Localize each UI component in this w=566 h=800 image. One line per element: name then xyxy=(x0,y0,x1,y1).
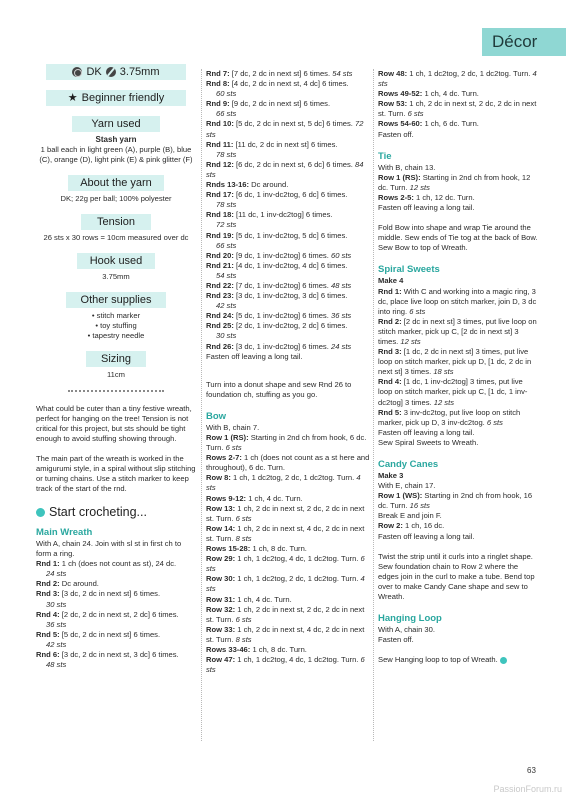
wreath-finish: Turn into a donut shape and sew Rnd 26 to foundation ch, stuffing as you go. xyxy=(206,379,352,399)
instruction-line xyxy=(206,321,372,331)
main-wreath-title: Main Wreath xyxy=(36,527,93,538)
yarn-used-body xyxy=(36,135,196,165)
stitch-count: 12 sts xyxy=(400,336,421,346)
instruction-text: 3 inv-dc2tog, put live loop on stitch marker, pick up D, 3 inv-dc2tog. xyxy=(378,407,521,427)
candy-finish: Twist the strip until it curls into a ringlet shape. Sew foundation chain to Row 2 where the edges join in the curl to make a tube. Bend top over to make Candy Cane shape and sew to Wreath. xyxy=(378,551,535,602)
instruction-text: [11 dc, 2 dc in next st] 6 times. xyxy=(235,139,338,149)
instruction-label: Row 29: xyxy=(206,554,236,564)
yarn-colours: 1 ball each in light green (A), purple (B), blue (C), orange (D), light pink (E) & pink glitter (F) xyxy=(39,145,193,164)
intro-paragraph: What could be cuter than a tiny festive wreath, perfect for hanging on the tree! Tension is not critical for this project, but sts should be tight enough to avoid stuffing showing through. xyxy=(36,404,192,443)
tie-fasten: Fasten off leaving a long tail. xyxy=(378,203,475,213)
instruction-label: Row 1 (RS): xyxy=(206,433,249,442)
hanging-fasten: Fasten off. xyxy=(378,635,414,645)
divider xyxy=(68,390,164,392)
instruction-text: [5 dc, 1 inv-dc2tog] 6 times. xyxy=(235,311,329,321)
spiral-fasten: Fasten off leaving a long tail. xyxy=(378,427,475,437)
bow-fasten: Fasten off. xyxy=(378,129,414,139)
instruction-line xyxy=(206,99,372,109)
instruction-text: 1 ch, 1 dc2tog, 2 dc, 1 dc2tog. Turn. xyxy=(233,473,355,483)
stitch-count: 54 sts xyxy=(216,270,237,280)
stitch-count: 16 sts xyxy=(409,501,430,511)
hanging-intro: With A, chain 30. xyxy=(378,625,435,635)
stitch-count: 30 sts xyxy=(46,599,67,609)
instruction-label: Row 48: xyxy=(378,69,408,78)
stitch-count: 66 sts xyxy=(216,240,237,250)
left-column xyxy=(36,64,196,670)
instruction-label: Row 13: xyxy=(206,503,236,513)
instruction-label: Rnd 24: xyxy=(206,311,234,321)
middle-column xyxy=(206,69,372,675)
instruction-line xyxy=(206,291,372,301)
wreath-rounds-left xyxy=(36,559,196,670)
instruction-line xyxy=(206,645,372,655)
yarn-weight: DK xyxy=(86,66,102,78)
instruction-label: Rnd 5: xyxy=(378,407,402,417)
instruction-label: Rnd 3: xyxy=(378,347,402,357)
instruction-text: 1 ch, 2 dc in next st, 4 dc, 2 dc in next st. Turn. xyxy=(206,624,365,644)
sizing-body: 11cm xyxy=(106,370,125,379)
instruction-line xyxy=(378,377,538,407)
instruction-label: Row 14: xyxy=(206,523,236,533)
instruction-line xyxy=(36,650,196,660)
yarn-ball-icon xyxy=(72,67,82,77)
instruction-line xyxy=(206,281,372,291)
supplies-list xyxy=(36,311,196,341)
instruction-label: Row 2: xyxy=(378,521,403,531)
intro-paragraph: The main part of the wreath is worked in the amigurumi style, in a spiral without slip stitching or turning chains. Use a stitch marker to keep track of the start of the rnd. xyxy=(36,454,196,493)
instruction-text: Dc around. xyxy=(251,180,289,190)
instruction-text: 1 ch, 2 dc in next st, 2 dc, 2 dc in next st. Turn. xyxy=(206,503,365,523)
instruction-line xyxy=(378,69,538,89)
instruction-line xyxy=(378,408,538,428)
about-body: DK; 22g per ball; 100% polyester xyxy=(60,194,172,203)
tie-rows xyxy=(378,173,538,203)
instruction-label: Rnd 12: xyxy=(206,159,234,169)
instruction-line xyxy=(206,433,372,453)
instruction-text: [2 dc, 1 inv-dc2tog, 2 dc] 6 times. xyxy=(235,321,348,331)
instruction-text: 1 ch, 2 dc in next st, 2 dc, 2 dc in next st. Turn. xyxy=(378,99,537,119)
instruction-text: 1 ch, 4 dc. Turn. xyxy=(237,594,292,604)
stitch-count: 42 sts xyxy=(216,301,237,311)
stitch-count: 6 sts xyxy=(235,614,252,624)
instruction-line xyxy=(206,251,372,261)
instruction-label: Row 32: xyxy=(206,604,236,614)
instruction-text: [7 dc, 2 dc in next st] 6 times. xyxy=(231,69,331,78)
instruction-line xyxy=(378,491,538,511)
instruction-line xyxy=(206,605,372,625)
stitch-count: 6 sts xyxy=(206,655,365,675)
stitch-count: 12 sts xyxy=(433,397,454,407)
candy-title: Candy Canes xyxy=(378,459,439,470)
instruction-text: [2 dc, 2 dc in next st, 2 dc] 6 times. xyxy=(61,609,179,619)
instruction-label: Rnds 13-16: xyxy=(206,180,250,190)
instruction-label: Row 47: xyxy=(206,655,236,665)
instruction-line xyxy=(206,311,372,321)
instruction-label: Row 1 (RS): xyxy=(378,172,421,182)
instruction-label: Rnd 1: xyxy=(378,286,402,296)
instruction-label: Rnd 11: xyxy=(206,139,234,149)
instruction-text: 1 ch, 2 dc in next st, 2 dc, 2 dc in next st. Turn. xyxy=(206,604,365,624)
instruction-label: Rnd 3: xyxy=(36,589,60,599)
hook-size: 3.75mm xyxy=(119,66,160,78)
instruction-line xyxy=(206,180,372,190)
stitch-count: 4 sts xyxy=(206,574,365,594)
instruction-text: [9 dc, 2 dc in next st] 6 times. xyxy=(231,99,331,109)
instruction-label: Rows 2-5: xyxy=(378,192,414,202)
instruction-label: Row 8: xyxy=(206,473,231,483)
stitch-count: 36 sts xyxy=(330,311,352,321)
bow-title: Bow xyxy=(206,410,227,422)
instruction-line xyxy=(206,231,372,241)
instruction-label: Rows 33-46: xyxy=(206,644,251,654)
instruction-label: Rnd 17: xyxy=(206,190,234,200)
yarn-hook-spec xyxy=(46,64,186,80)
stitch-count: 66 sts xyxy=(216,109,237,119)
bow-rows xyxy=(206,433,372,675)
instruction-line xyxy=(206,494,372,504)
candy-break: Break E and join F. xyxy=(378,511,442,521)
instruction-label: Rnd 22: xyxy=(206,280,234,290)
spiral-make: Make 4 xyxy=(378,276,404,286)
instruction-line xyxy=(36,579,196,589)
about-heading: About the yarn xyxy=(68,175,164,191)
instruction-label: Rnd 23: xyxy=(206,291,234,301)
hook-body: 3.75mm xyxy=(102,272,130,281)
instruction-label: Row 53: xyxy=(378,99,408,109)
dot-icon xyxy=(36,508,45,517)
instruction-line xyxy=(206,453,372,473)
yarn-brand: Stash yarn xyxy=(95,135,137,144)
instruction-label: Rows 15-28: xyxy=(206,544,251,554)
stitch-count: 6 sts xyxy=(407,109,424,119)
instruction-line xyxy=(378,173,538,193)
instruction-text: Starting in 2nd ch from hook, 16 dc. Turn. xyxy=(378,491,533,511)
instruction-text: [2 dc in next st] 3 times, put live loop on stitch marker, pick up C, [2 dc in next st] 3 times. xyxy=(378,316,537,346)
instruction-line xyxy=(378,99,538,119)
instruction-line xyxy=(378,317,538,347)
instruction-label: Row 30: xyxy=(206,574,236,584)
instruction-text: 1 ch, 8 dc. Turn. xyxy=(252,544,307,554)
stitch-count: 24 sts xyxy=(330,341,352,351)
instruction-label: Rnd 19: xyxy=(206,230,234,240)
instruction-line xyxy=(206,544,372,554)
stitch-count: 6 sts xyxy=(486,417,503,427)
instruction-label: Row 1 (WS): xyxy=(378,491,423,501)
instruction-text: [4 dc, 1 inv-dc2tog, 4 dc] 6 times. xyxy=(235,260,348,270)
instruction-text: 1 ch, 4 dc. Turn. xyxy=(248,493,303,503)
stitch-count: 24 sts xyxy=(46,569,67,579)
instruction-label: Row 31: xyxy=(206,594,236,604)
instruction-text: [5 dc, 2 dc in next st] 6 times. xyxy=(61,629,161,639)
instruction-text: 1 ch (does not count as st), 24 dc. xyxy=(61,559,177,569)
stitch-count: 6 sts xyxy=(235,513,252,523)
instruction-text: 1 ch, 8 dc. Turn. xyxy=(252,644,307,654)
tension-heading: Tension xyxy=(81,214,151,230)
stitch-count: 48 sts xyxy=(46,660,67,670)
instruction-text: Starting in 2nd ch from hook, 12 dc. Turn. xyxy=(378,172,531,192)
stitch-count: 4 sts xyxy=(206,473,361,493)
instruction-text: 1 ch, 16 dc. xyxy=(405,521,445,531)
column-divider xyxy=(201,69,202,741)
instruction-label: Rows 9-12: xyxy=(206,493,247,503)
supplies-heading: Other supplies xyxy=(66,292,166,308)
instruction-label: Rows 54-60: xyxy=(378,119,423,129)
section-tab xyxy=(482,28,566,56)
start-title: Start crocheting... xyxy=(49,505,147,519)
instruction-line xyxy=(206,79,372,89)
stitch-count: 6 sts xyxy=(225,443,242,453)
instruction-label: Rnd 5: xyxy=(36,629,60,639)
instruction-label: Rnd 26: xyxy=(206,341,234,351)
instruction-label: Rnd 2: xyxy=(36,579,60,589)
instruction-line xyxy=(206,524,372,544)
bow-rows-continued xyxy=(378,69,538,130)
instruction-text: [3 dc, 2 dc in next st, 3 dc] 6 times. xyxy=(61,650,179,660)
bow-intro: With B, chain 7. xyxy=(206,422,260,432)
instruction-label: Rnd 6: xyxy=(36,650,60,660)
stitch-count: 4 sts xyxy=(378,69,537,89)
stitch-count: 54 sts xyxy=(332,69,353,78)
instruction-label: Rows 49-52: xyxy=(378,89,423,99)
tie-intro: With B, chain 13. xyxy=(378,162,436,172)
candy-rows xyxy=(378,491,538,511)
instruction-text: 1 ch, 2 dc in next st, 4 dc, 2 dc in next st. Turn. xyxy=(206,523,365,543)
end-mark-icon xyxy=(500,657,507,664)
instruction-line xyxy=(206,342,372,352)
instruction-line xyxy=(36,589,196,599)
instruction-line xyxy=(206,655,372,675)
candy-fasten: Fasten off leaving a long tail. xyxy=(378,531,475,541)
instruction-text: [11 dc, 1 inv-dc2tog] 6 times. xyxy=(235,210,333,220)
instruction-line xyxy=(206,69,372,79)
instruction-text: [4 dc, 2 dc in next st, 4 dc] 6 times. xyxy=(231,79,349,89)
instruction-line xyxy=(378,521,538,531)
right-column xyxy=(378,69,538,665)
instruction-label: Rnd 8: xyxy=(206,79,230,89)
candy-intro: With E, chain 17. xyxy=(378,481,436,491)
supply-item: • stitch marker xyxy=(91,311,141,320)
instruction-label: Rnd 4: xyxy=(36,609,60,619)
instruction-text: Starting in 2nd ch from hook, 6 dc. Turn. xyxy=(206,433,367,453)
section-title: Décor xyxy=(492,32,538,51)
instruction-text: [1 dc, 1 inv-dc2tog] 3 times, put live loop on stitch marker, pick up C, [1 dc, 1 inv-dc2tog] 3 times. xyxy=(378,377,528,407)
instruction-label: Rnd 7: xyxy=(206,69,230,78)
spiral-finish: Sew Spiral Sweets to Wreath. xyxy=(378,437,479,447)
candy-rows-2 xyxy=(378,521,538,531)
tension-body: 26 sts x 30 rows = 10cm measured over dc xyxy=(43,233,189,242)
instruction-line xyxy=(206,473,372,493)
stitch-count: 72 sts xyxy=(216,220,237,230)
instruction-line xyxy=(36,559,196,569)
stitch-count: 30 sts xyxy=(216,331,237,341)
instruction-line xyxy=(206,625,372,645)
spiral-rows xyxy=(378,287,538,428)
stitch-count: 72 sts xyxy=(206,119,364,139)
instruction-line xyxy=(206,190,372,200)
instruction-line xyxy=(378,193,538,203)
stitch-count: 84 sts xyxy=(206,159,364,179)
instruction-text: [7 dc, 1 inv-dc2tog] 6 times. xyxy=(235,280,329,290)
stitch-count: 8 sts xyxy=(235,634,252,644)
instruction-line xyxy=(206,140,372,150)
instruction-text: [3 dc, 2 dc in next st] 6 times. xyxy=(61,589,161,599)
instruction-text: Dc around. xyxy=(61,579,99,589)
instruction-text: [3 dc, 1 inv-dc2tog] 6 times. xyxy=(235,341,329,351)
instruction-label: Rows 2-7: xyxy=(206,453,242,463)
instruction-text: 1 ch, 4 dc. Turn. xyxy=(424,89,479,99)
hook-heading: Hook used xyxy=(77,253,155,269)
instruction-line xyxy=(206,261,372,271)
instruction-label: Rnd 1: xyxy=(36,559,60,569)
instruction-line xyxy=(206,119,372,139)
instruction-line xyxy=(206,160,372,180)
instruction-line xyxy=(378,89,538,99)
instruction-label: Rnd 4: xyxy=(378,377,402,387)
column-divider xyxy=(373,69,374,741)
instruction-text: 1 ch, 1 dc2tog, 4 dc, 1 dc2tog. Turn. xyxy=(237,655,359,665)
instruction-label: Row 33: xyxy=(206,624,236,634)
instruction-label: Rnd 2: xyxy=(378,316,402,326)
stitch-count: 48 sts xyxy=(330,280,352,290)
instruction-text: [3 dc, 1 inv-dc2tog, 3 dc] 6 times. xyxy=(235,291,348,301)
stitch-count: 12 sts xyxy=(409,182,430,192)
page-number: 63 xyxy=(527,766,536,775)
instruction-text: [5 dc, 1 inv-dc2tog, 5 dc] 6 times. xyxy=(235,230,348,240)
instruction-line xyxy=(378,347,538,377)
sizing-heading: Sizing xyxy=(86,351,146,367)
intro-text xyxy=(36,404,196,494)
stitch-count: 6 sts xyxy=(206,554,365,574)
stitch-count: 60 sts xyxy=(216,89,237,99)
hanging-finish-text: Sew Hanging loop to top of Wreath. xyxy=(378,655,498,665)
stitch-count: 18 sts xyxy=(433,367,454,377)
wreath-fasten: Fasten off leaving a long tail. xyxy=(206,351,303,361)
instruction-label: Rnd 18: xyxy=(206,210,234,220)
skill-label: Beginner friendly xyxy=(81,92,165,104)
instruction-text: [1 dc, 2 dc in next st] 3 times, put live loop on stitch marker, pick up D, [1 dc, 2 dc in next st] 3 times. xyxy=(378,347,532,377)
hanging-title: Hanging Loop xyxy=(378,613,442,625)
supply-item: • tapestry needle xyxy=(87,331,145,340)
instruction-line xyxy=(378,119,538,129)
candy-make: Make 3 xyxy=(378,471,404,480)
instruction-text: 1 ch, 6 dc. Turn. xyxy=(424,119,479,129)
instruction-label: Rnd 10: xyxy=(206,119,234,129)
wreath-rounds-mid xyxy=(206,69,372,352)
instruction-label: Rnd 21: xyxy=(206,260,234,270)
stitch-count: 8 sts xyxy=(235,533,252,543)
tie-title: Tie xyxy=(378,150,392,162)
instruction-line xyxy=(206,504,372,524)
hook-icon xyxy=(106,67,116,77)
instruction-text: 1 ch (does not count as a st here and throughout), 6 dc. Turn. xyxy=(206,453,370,473)
stitch-count: 42 sts xyxy=(46,639,67,649)
stitch-count: 6 sts xyxy=(409,306,426,316)
instruction-line xyxy=(378,287,538,317)
instruction-label: Rnd 9: xyxy=(206,99,230,109)
instruction-label: Rnd 25: xyxy=(206,321,234,331)
main-wreath-intro: With A, chain 24. Join with sl st in first ch to form a ring. xyxy=(36,539,182,559)
instruction-line xyxy=(206,574,372,594)
stitch-count: 78 sts xyxy=(216,200,237,210)
instruction-line xyxy=(206,554,372,574)
instruction-text: With C and working into a magic ring, 3 dc, place live loop on stitch marker, join D, 3 dc into ring. xyxy=(378,286,537,316)
stitch-count: 78 sts xyxy=(216,149,237,159)
instruction-text: 1 ch, 1 dc2tog, 2 dc, 1 dc2tog. Turn. xyxy=(237,574,359,584)
instruction-line xyxy=(206,595,372,605)
spiral-title: Spiral Sweets xyxy=(378,264,440,276)
instruction-text: [5 dc, 2 dc in next st, 5 dc] 6 times. xyxy=(235,119,353,129)
tie-finish: Fold Bow into shape and wrap Tie around the middle. Sew ends of Tie tog at the back of Bow. Sew Bow to top of Wreath. xyxy=(378,223,538,253)
instruction-label: Rnd 20: xyxy=(206,250,234,260)
stitch-count: 60 sts xyxy=(330,250,352,260)
instruction-text: 1 ch, 12 dc. Turn. xyxy=(416,192,475,202)
instruction-line xyxy=(206,210,372,220)
instruction-line xyxy=(36,630,196,640)
instruction-text: [6 dc, 2 dc in next st, 6 dc] 6 times. xyxy=(235,159,353,169)
yarn-used-heading: Yarn used xyxy=(72,116,160,132)
instruction-text: 1 ch, 1 dc2tog, 2 dc, 1 dc2tog. Turn. xyxy=(409,69,531,78)
stitch-count: 36 sts xyxy=(46,619,67,629)
instruction-text: [6 dc, 1 inv-dc2tog, 6 dc] 6 times. xyxy=(235,190,348,200)
instruction-text: [9 dc, 1 inv-dc2tog] 6 times. xyxy=(235,250,329,260)
instruction-line xyxy=(36,610,196,620)
watermark: PassionForum.ru xyxy=(493,784,562,794)
instruction-text: 1 ch, 1 dc2tog, 4 dc, 1 dc2tog. Turn. xyxy=(237,554,359,564)
skill-level xyxy=(46,90,186,106)
hanging-finish xyxy=(378,655,538,665)
supply-item: • toy stuffing xyxy=(95,321,137,330)
star-icon: ★ xyxy=(67,92,78,104)
start-heading xyxy=(36,504,196,520)
